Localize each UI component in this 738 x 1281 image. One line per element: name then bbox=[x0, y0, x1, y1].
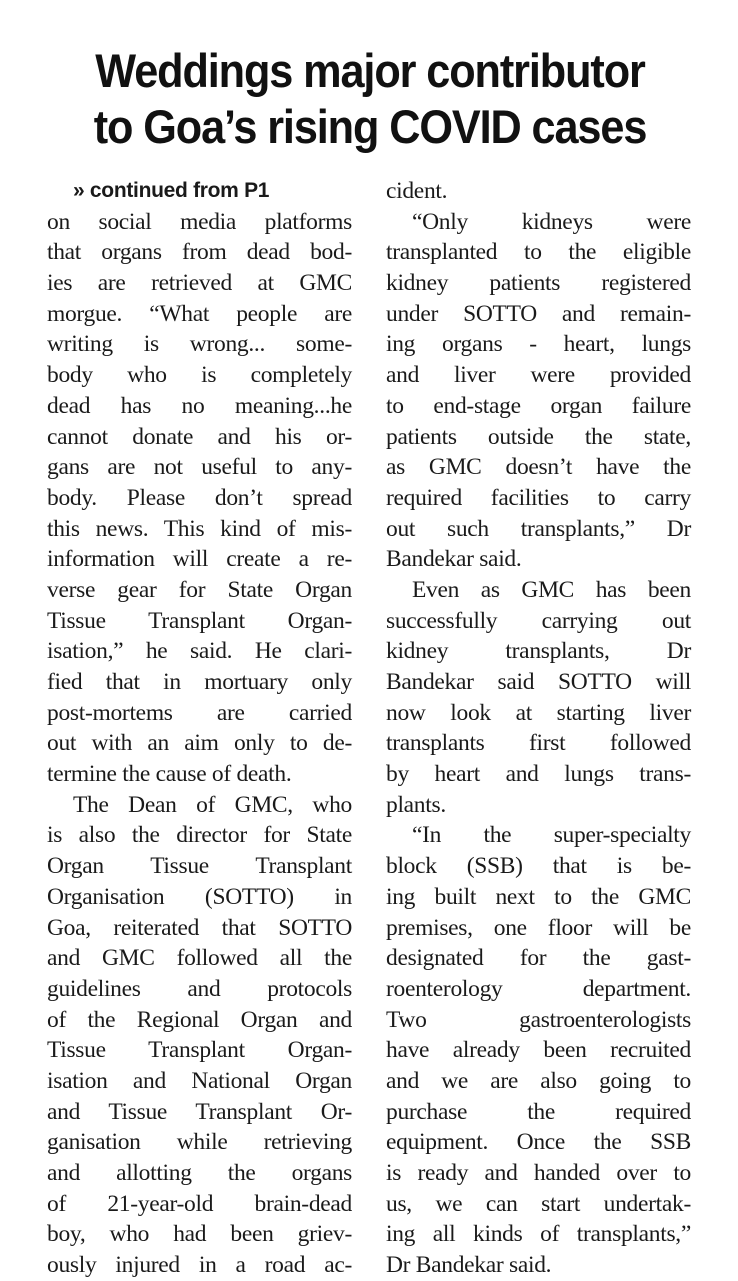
article-line: The Dean of GMC, who bbox=[73, 791, 352, 818]
article-line: Even as GMC has been bbox=[412, 576, 691, 603]
article-line: ganisation while retrieving bbox=[47, 1129, 352, 1156]
article-line: Goa, reiterated that SOTTO bbox=[47, 914, 352, 941]
article-line: verse gear for State Organ bbox=[47, 576, 352, 603]
article-line: ing organs - heart, lungs bbox=[386, 331, 691, 358]
article-line: ing all kinds of transplants,” bbox=[386, 1221, 691, 1248]
article-line: fied that in mortuary only bbox=[47, 669, 352, 695]
article-line: dead has no meaning...he bbox=[47, 392, 352, 419]
article-line: and allotting the organs bbox=[47, 1160, 352, 1186]
article-line: isation,” he said. He clari- bbox=[47, 638, 352, 665]
article-line: writing is wrong... some- bbox=[47, 331, 352, 358]
article-line: guidelines and protocols bbox=[47, 975, 352, 1002]
article-line: Two gastroenterologists bbox=[386, 1006, 691, 1033]
article-line: kidney transplants, Dr bbox=[386, 638, 691, 665]
article-line: under SOTTO and remain- bbox=[386, 300, 691, 327]
article-line: roenterology department. bbox=[386, 975, 691, 1002]
article-line: Organisation (SOTTO) in bbox=[47, 883, 352, 910]
article-line: required facilities to carry bbox=[386, 484, 691, 511]
article-line: to end-stage organ failure bbox=[386, 392, 691, 419]
article-column-left bbox=[47, 176, 352, 1281]
article-line: and GMC followed all the bbox=[47, 945, 352, 972]
article-line: body. Please don’t spread bbox=[47, 484, 352, 511]
article-line: Bandekar said. bbox=[386, 546, 522, 573]
article-line: transplants first followed bbox=[386, 730, 691, 757]
article-line: information will create a re- bbox=[47, 546, 352, 573]
article-line: by heart and lungs trans- bbox=[386, 761, 691, 788]
article-line: successfully carrying out bbox=[386, 607, 691, 634]
article-line: now look at starting liver bbox=[386, 699, 691, 726]
article-line: morgue. “What people are bbox=[47, 300, 352, 327]
article-line: and liver were provided bbox=[386, 362, 691, 389]
article-line: Tissue Transplant Organ- bbox=[47, 1037, 352, 1064]
article-line: purchase the required bbox=[386, 1098, 691, 1125]
article-line: termine the cause of death. bbox=[47, 761, 292, 788]
article-line: of the Regional Organ and bbox=[47, 1006, 352, 1033]
article-line: patients outside the state, bbox=[386, 423, 691, 450]
article-line: “In the super-specialty bbox=[412, 822, 691, 849]
headline-line-2: to Goa’s rising COVID cases bbox=[93, 100, 647, 154]
article-line: that organs from dead bod- bbox=[47, 239, 352, 266]
article-column-right bbox=[386, 176, 691, 1281]
article-line: premises, one floor will be bbox=[386, 914, 691, 941]
article-line: and we are also going to bbox=[386, 1067, 691, 1094]
article-line: post-mortems are carried bbox=[47, 699, 352, 726]
article-line: transplanted to the eligible bbox=[386, 239, 691, 266]
article-line: “Only kidneys were bbox=[412, 208, 691, 235]
article-line: and Tissue Transplant Or- bbox=[47, 1098, 352, 1125]
article-line: isation and National Organ bbox=[47, 1067, 352, 1094]
article-line: gans are not useful to any- bbox=[47, 454, 352, 481]
headline bbox=[66, 43, 673, 155]
article-line: block (SSB) that is be- bbox=[386, 853, 691, 880]
article-line: Dr Bandekar said. bbox=[386, 1252, 552, 1279]
article-line: out such transplants,” Dr bbox=[386, 515, 691, 542]
article-line: ing built next to the GMC bbox=[386, 883, 691, 910]
article-line: is ready and handed over to bbox=[386, 1160, 691, 1186]
article-line: as GMC doesn’t have the bbox=[386, 454, 691, 481]
article-line: kidney patients registered bbox=[386, 270, 691, 297]
article-line: of 21-year-old brain-dead bbox=[47, 1190, 352, 1217]
article-line: body who is completely bbox=[47, 362, 352, 389]
article-line: this news. This kind of mis- bbox=[47, 515, 352, 542]
article-line: us, we can start undertak- bbox=[386, 1190, 691, 1217]
continued-from-kicker: » continued from P1 bbox=[73, 179, 270, 202]
article-line: plants. bbox=[386, 791, 446, 818]
article-line: cident. bbox=[386, 178, 448, 204]
article-line: Organ Tissue Transplant bbox=[47, 853, 352, 880]
article-line: cannot donate and his or- bbox=[47, 423, 352, 450]
article-line: equipment. Once the SSB bbox=[386, 1129, 691, 1156]
article-line: on social media platforms bbox=[47, 208, 352, 235]
article-line: Tissue Transplant Organ- bbox=[47, 607, 352, 634]
article-line: have already been recruited bbox=[386, 1037, 691, 1064]
article-line: boy, who had been griev- bbox=[47, 1221, 352, 1248]
headline-line-1: Weddings major contributor bbox=[95, 44, 645, 98]
article-line: Bandekar said SOTTO will bbox=[386, 669, 691, 695]
article-line: ies are retrieved at GMC bbox=[47, 270, 352, 297]
article-line: designated for the gast- bbox=[386, 945, 691, 972]
article-line: is also the director for State bbox=[47, 822, 352, 849]
article-line: out with an aim only to de- bbox=[47, 730, 352, 757]
article-line: ously injured in a road ac- bbox=[47, 1252, 352, 1279]
